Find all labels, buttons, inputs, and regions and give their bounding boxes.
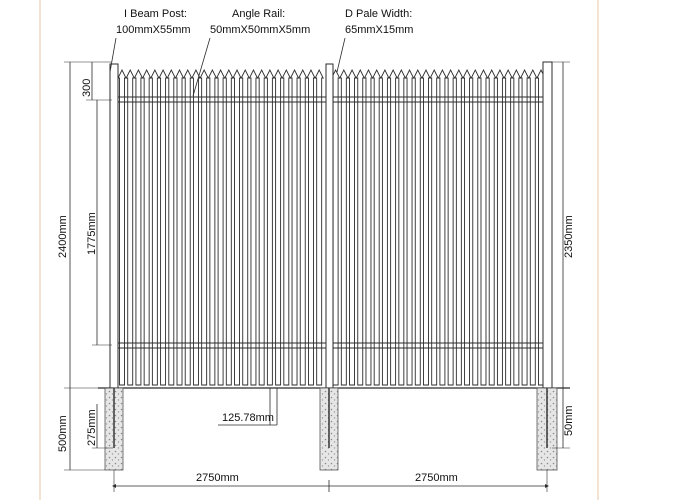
- post-embed-label: 275mm: [86, 409, 98, 446]
- pale: [143, 70, 151, 385]
- pale: [192, 70, 200, 385]
- pale: [496, 70, 504, 385]
- pale: [176, 70, 184, 385]
- pale: [348, 70, 356, 385]
- post-callout-title: I Beam Post:: [124, 8, 187, 20]
- pale: [184, 70, 192, 385]
- pale: [167, 70, 175, 385]
- pale: [373, 70, 381, 385]
- post-callout-size: 100mmX55mm: [116, 24, 191, 36]
- pale: [225, 70, 233, 385]
- pale: [307, 70, 315, 385]
- pale: [340, 70, 348, 385]
- pale: [430, 70, 438, 385]
- ground-clearance-label: 50mm: [563, 405, 575, 436]
- pale: [381, 70, 389, 385]
- pale: [134, 70, 142, 385]
- pale: [200, 70, 208, 385]
- pale: [282, 70, 290, 385]
- pale: [208, 70, 216, 385]
- pale: [217, 70, 225, 385]
- pale: [364, 70, 372, 385]
- pale: [356, 70, 364, 385]
- pale-callout-leader: [337, 38, 345, 72]
- pale: [299, 70, 307, 385]
- post-right: [543, 62, 552, 388]
- pale: [512, 70, 520, 385]
- pale: [249, 70, 257, 385]
- pale: [504, 70, 512, 385]
- post-left: [110, 64, 118, 388]
- pale: [471, 70, 479, 385]
- pale: [488, 70, 496, 385]
- pale: [118, 70, 126, 385]
- pale: [422, 70, 430, 385]
- pale: [521, 70, 529, 385]
- total-height-label: 2400mm: [57, 215, 69, 258]
- span-right-label: 2750mm: [415, 472, 458, 484]
- pale: [151, 70, 159, 385]
- pale: [389, 70, 397, 385]
- pale: [233, 70, 241, 385]
- pale: [315, 70, 323, 385]
- pale: [258, 70, 266, 385]
- pale: [126, 70, 134, 385]
- pale: [406, 70, 414, 385]
- top-offset-label: 300: [81, 78, 93, 97]
- pale: [159, 70, 167, 385]
- fence-height-label: 2350mm: [563, 215, 575, 258]
- rail-spacing-label: 1775mm: [86, 212, 98, 255]
- pale: [438, 70, 446, 385]
- pale: [291, 70, 299, 385]
- pale-callout-size: 65mmX15mm: [345, 24, 414, 36]
- footing-depth-label: 500mm: [57, 415, 69, 452]
- post-middle: [326, 64, 333, 388]
- pale: [529, 70, 537, 385]
- span-left-label: 2750mm: [196, 472, 239, 484]
- pale: [266, 70, 274, 385]
- pale: [455, 70, 463, 385]
- pale: [447, 70, 455, 385]
- rail-callout-size: 50mmX50mmX5mm: [210, 24, 311, 36]
- rail-callout-title: Angle Rail:: [232, 8, 286, 20]
- pale: [479, 70, 487, 385]
- pale: [274, 70, 282, 385]
- pale: [414, 70, 422, 385]
- pale: [241, 70, 249, 385]
- pale-callout-title: D Pale Width:: [345, 8, 413, 20]
- pale-gap-label: 125.78mm: [222, 412, 274, 424]
- pale: [397, 70, 405, 385]
- pale: [463, 70, 471, 385]
